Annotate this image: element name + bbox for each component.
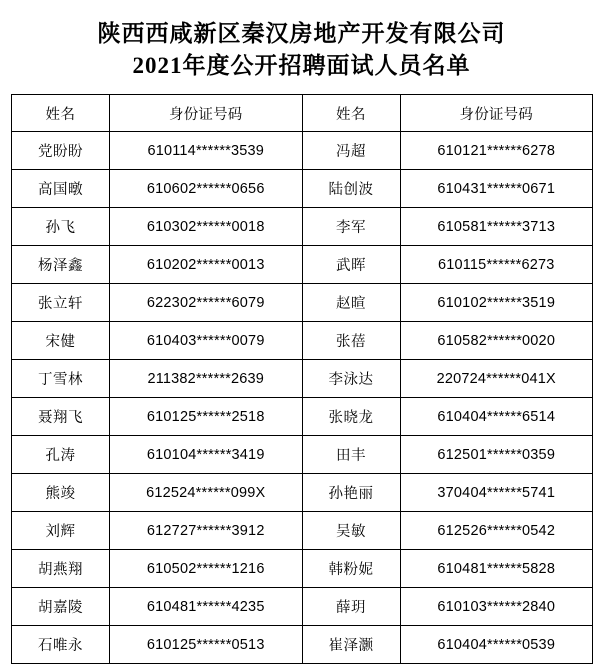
cell-name: 孔涛	[12, 436, 110, 474]
cell-name: 党盼盼	[12, 132, 110, 170]
table-row	[12, 398, 593, 436]
cell-name: 张晓龙	[302, 398, 400, 436]
cell-name: 高国暾	[12, 170, 110, 208]
cell-name: 陆创波	[302, 170, 400, 208]
cell-id-number: 610403******0079	[110, 322, 303, 360]
cell-id-number: 610404******6514	[400, 398, 593, 436]
cell-name: 孙飞	[12, 208, 110, 246]
cell-id-number: 211382******2639	[110, 360, 303, 398]
column-header-id-1: 身份证号码	[110, 95, 303, 132]
column-header-name-2: 姓名	[302, 95, 400, 132]
cell-name: 宋健	[12, 322, 110, 360]
cell-id-number: 610502******1216	[110, 550, 303, 588]
cell-name: 冯超	[302, 132, 400, 170]
column-header-id-2: 身份证号码	[400, 95, 593, 132]
cell-id-number: 610104******3419	[110, 436, 303, 474]
cell-id-number: 612501******0359	[400, 436, 593, 474]
roster-table-wrapper	[0, 82, 603, 664]
table-row	[12, 512, 593, 550]
cell-name: 刘辉	[12, 512, 110, 550]
cell-name: 丁雪林	[12, 360, 110, 398]
cell-name: 石唯永	[12, 626, 110, 664]
table-row	[12, 588, 593, 626]
cell-id-number: 610404******0539	[400, 626, 593, 664]
cell-name: 杨泽鑫	[12, 246, 110, 284]
cell-name: 张立轩	[12, 284, 110, 322]
cell-id-number: 610602******0656	[110, 170, 303, 208]
cell-id-number: 610121******6278	[400, 132, 593, 170]
document-title	[0, 0, 603, 82]
table-row	[12, 360, 593, 398]
cell-id-number: 610481******5828	[400, 550, 593, 588]
cell-name: 胡燕翔	[12, 550, 110, 588]
cell-name: 李军	[302, 208, 400, 246]
cell-id-number: 610202******0013	[110, 246, 303, 284]
table-row	[12, 132, 593, 170]
column-header-name-1: 姓名	[12, 95, 110, 132]
cell-id-number: 610481******4235	[110, 588, 303, 626]
cell-name: 熊竣	[12, 474, 110, 512]
cell-name: 崔泽灏	[302, 626, 400, 664]
table-row	[12, 246, 593, 284]
cell-name: 田丰	[302, 436, 400, 474]
cell-id-number: 612727******3912	[110, 512, 303, 550]
cell-name: 张蓓	[302, 322, 400, 360]
table-row	[12, 208, 593, 246]
cell-name: 聂翔飞	[12, 398, 110, 436]
cell-name: 孙艳丽	[302, 474, 400, 512]
cell-name: 薛玥	[302, 588, 400, 626]
cell-id-number: 220724******041X	[400, 360, 593, 398]
title-line-1: 陕西西咸新区秦汉房地产开发有限公司	[97, 21, 506, 46]
cell-name: 李泳达	[302, 360, 400, 398]
title-line-2: 2021年度公开招聘面试人员名单	[132, 53, 471, 78]
cell-id-number: 610125******2518	[110, 398, 303, 436]
cell-id-number: 612526******0542	[400, 512, 593, 550]
table-row	[12, 626, 593, 664]
cell-name: 胡嘉陵	[12, 588, 110, 626]
cell-id-number: 610431******0671	[400, 170, 593, 208]
cell-id-number: 610114******3539	[110, 132, 303, 170]
cell-id-number: 610581******3713	[400, 208, 593, 246]
cell-id-number: 370404******5741	[400, 474, 593, 512]
table-header-row	[12, 95, 593, 132]
cell-id-number: 610125******0513	[110, 626, 303, 664]
cell-name: 武晖	[302, 246, 400, 284]
cell-id-number: 610302******0018	[110, 208, 303, 246]
cell-name: 赵暄	[302, 284, 400, 322]
cell-id-number: 610103******2840	[400, 588, 593, 626]
cell-name: 吴敏	[302, 512, 400, 550]
cell-id-number: 610582******0020	[400, 322, 593, 360]
table-row	[12, 436, 593, 474]
cell-name: 韩粉妮	[302, 550, 400, 588]
table-row	[12, 322, 593, 360]
cell-id-number: 622302******6079	[110, 284, 303, 322]
table-row	[12, 284, 593, 322]
cell-id-number: 610115******6273	[400, 246, 593, 284]
table-row	[12, 550, 593, 588]
cell-id-number: 612524******099X	[110, 474, 303, 512]
cell-id-number: 610102******3519	[400, 284, 593, 322]
table-row	[12, 474, 593, 512]
table-row	[12, 170, 593, 208]
roster-table	[11, 94, 593, 664]
